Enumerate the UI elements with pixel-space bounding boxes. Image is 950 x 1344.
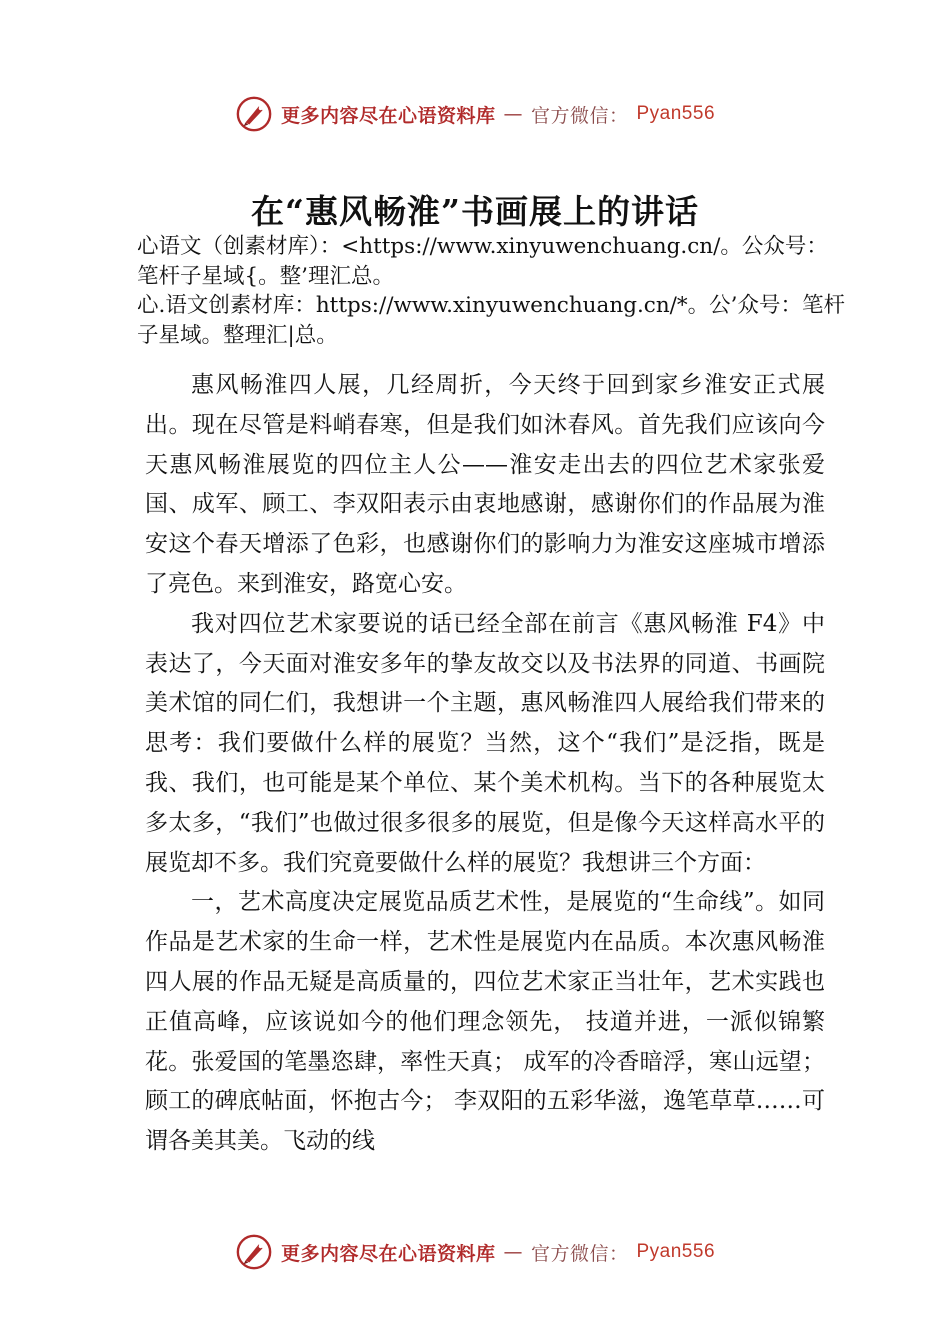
meta-line: 心语文（创素材库）：<https://www.xinyuwenchuang.cn/。公众号：笔杆子星域{。整’理汇总。 bbox=[137, 234, 828, 289]
footer-banner bbox=[0, 1232, 950, 1272]
banner-main-text: 更多内容尽在心语资料库 bbox=[280, 104, 496, 127]
pen-nib-logo-icon bbox=[235, 1233, 273, 1271]
banner-wechat-id: Pyan556 bbox=[636, 103, 716, 124]
document-body bbox=[145, 366, 825, 1162]
meta-line: 心.语文创素材库：https://www.xinyuwenchuang.cn/*。公’众号：笔杆子星域。整理汇|总。 bbox=[137, 293, 846, 348]
source-meta bbox=[137, 232, 847, 350]
header-banner bbox=[0, 94, 950, 134]
banner-main-text: 更多内容尽在心语资料库 bbox=[280, 1242, 496, 1265]
banner-wechat-label: 官方微信： bbox=[530, 104, 629, 127]
body-paragraph: 一，艺术高度决定展览品质艺术性，是展览的“生命线”。如同作品是艺术家的生命一样，艺术性是展览内在品质。本次惠风畅淮四人展的作品无疑是高质量的，四位艺术家正当壮年，艺术实践也正值高峰，应该说如今的他们理念领先， 技道并进，一派似锦繁花。张爱国的笔墨恣肆，率性天真； 成军的冷香暗浮，寒山远望；顾工的碑底帖面，怀抱古今； 李双阳的五彩华滋，逸笔草草……可谓各美其美。飞动的线 bbox=[145, 889, 825, 1155]
banner-dash: — bbox=[503, 1241, 523, 1263]
body-paragraph: 惠风畅淮四人展，几经周折，今天终于回到家乡淮安正式展出。现在尽管是料峭春寒，但是我们如沐春风。首先我们应该向今天惠风畅淮展览的四位主人公——淮安走出去的四位艺术家张爱国、成军、顾工、李双阳表示由衷地感谢，感谢你们的作品展为淮安这个春天增添了色彩，也感谢你们的影响力为淮安这座城市增添了亮色。来到淮安，路宽心安。 bbox=[145, 372, 825, 597]
pen-nib-logo-icon bbox=[235, 95, 273, 133]
body-paragraph: 我对四位艺术家要说的话已经全部在前言《惠风畅淮 F4》中表达了，今天面对淮安多年的挚友故交以及书法界的同道、书画院美术馆的同仁们，我想讲一个主题，惠风畅淮四人展给我们带来的思考：我们要做什么样的展览？当然，这个“我们”是泛指，既是我、我们，也可能是某个单位、某个美术机构。当下的各种展览太多太多，“我们”也做过很多很多的展览，但是像今天这样高水平的展览却不多。我们究竟要做什么样的展览？我想讲三个方面： bbox=[145, 610, 825, 876]
page-title: 在“惠风畅淮”书画展上的讲话 bbox=[251, 192, 699, 231]
banner-wechat-label: 官方微信： bbox=[530, 1242, 629, 1265]
banner-dash: — bbox=[503, 103, 523, 125]
banner-wechat-id: Pyan556 bbox=[636, 1241, 716, 1262]
